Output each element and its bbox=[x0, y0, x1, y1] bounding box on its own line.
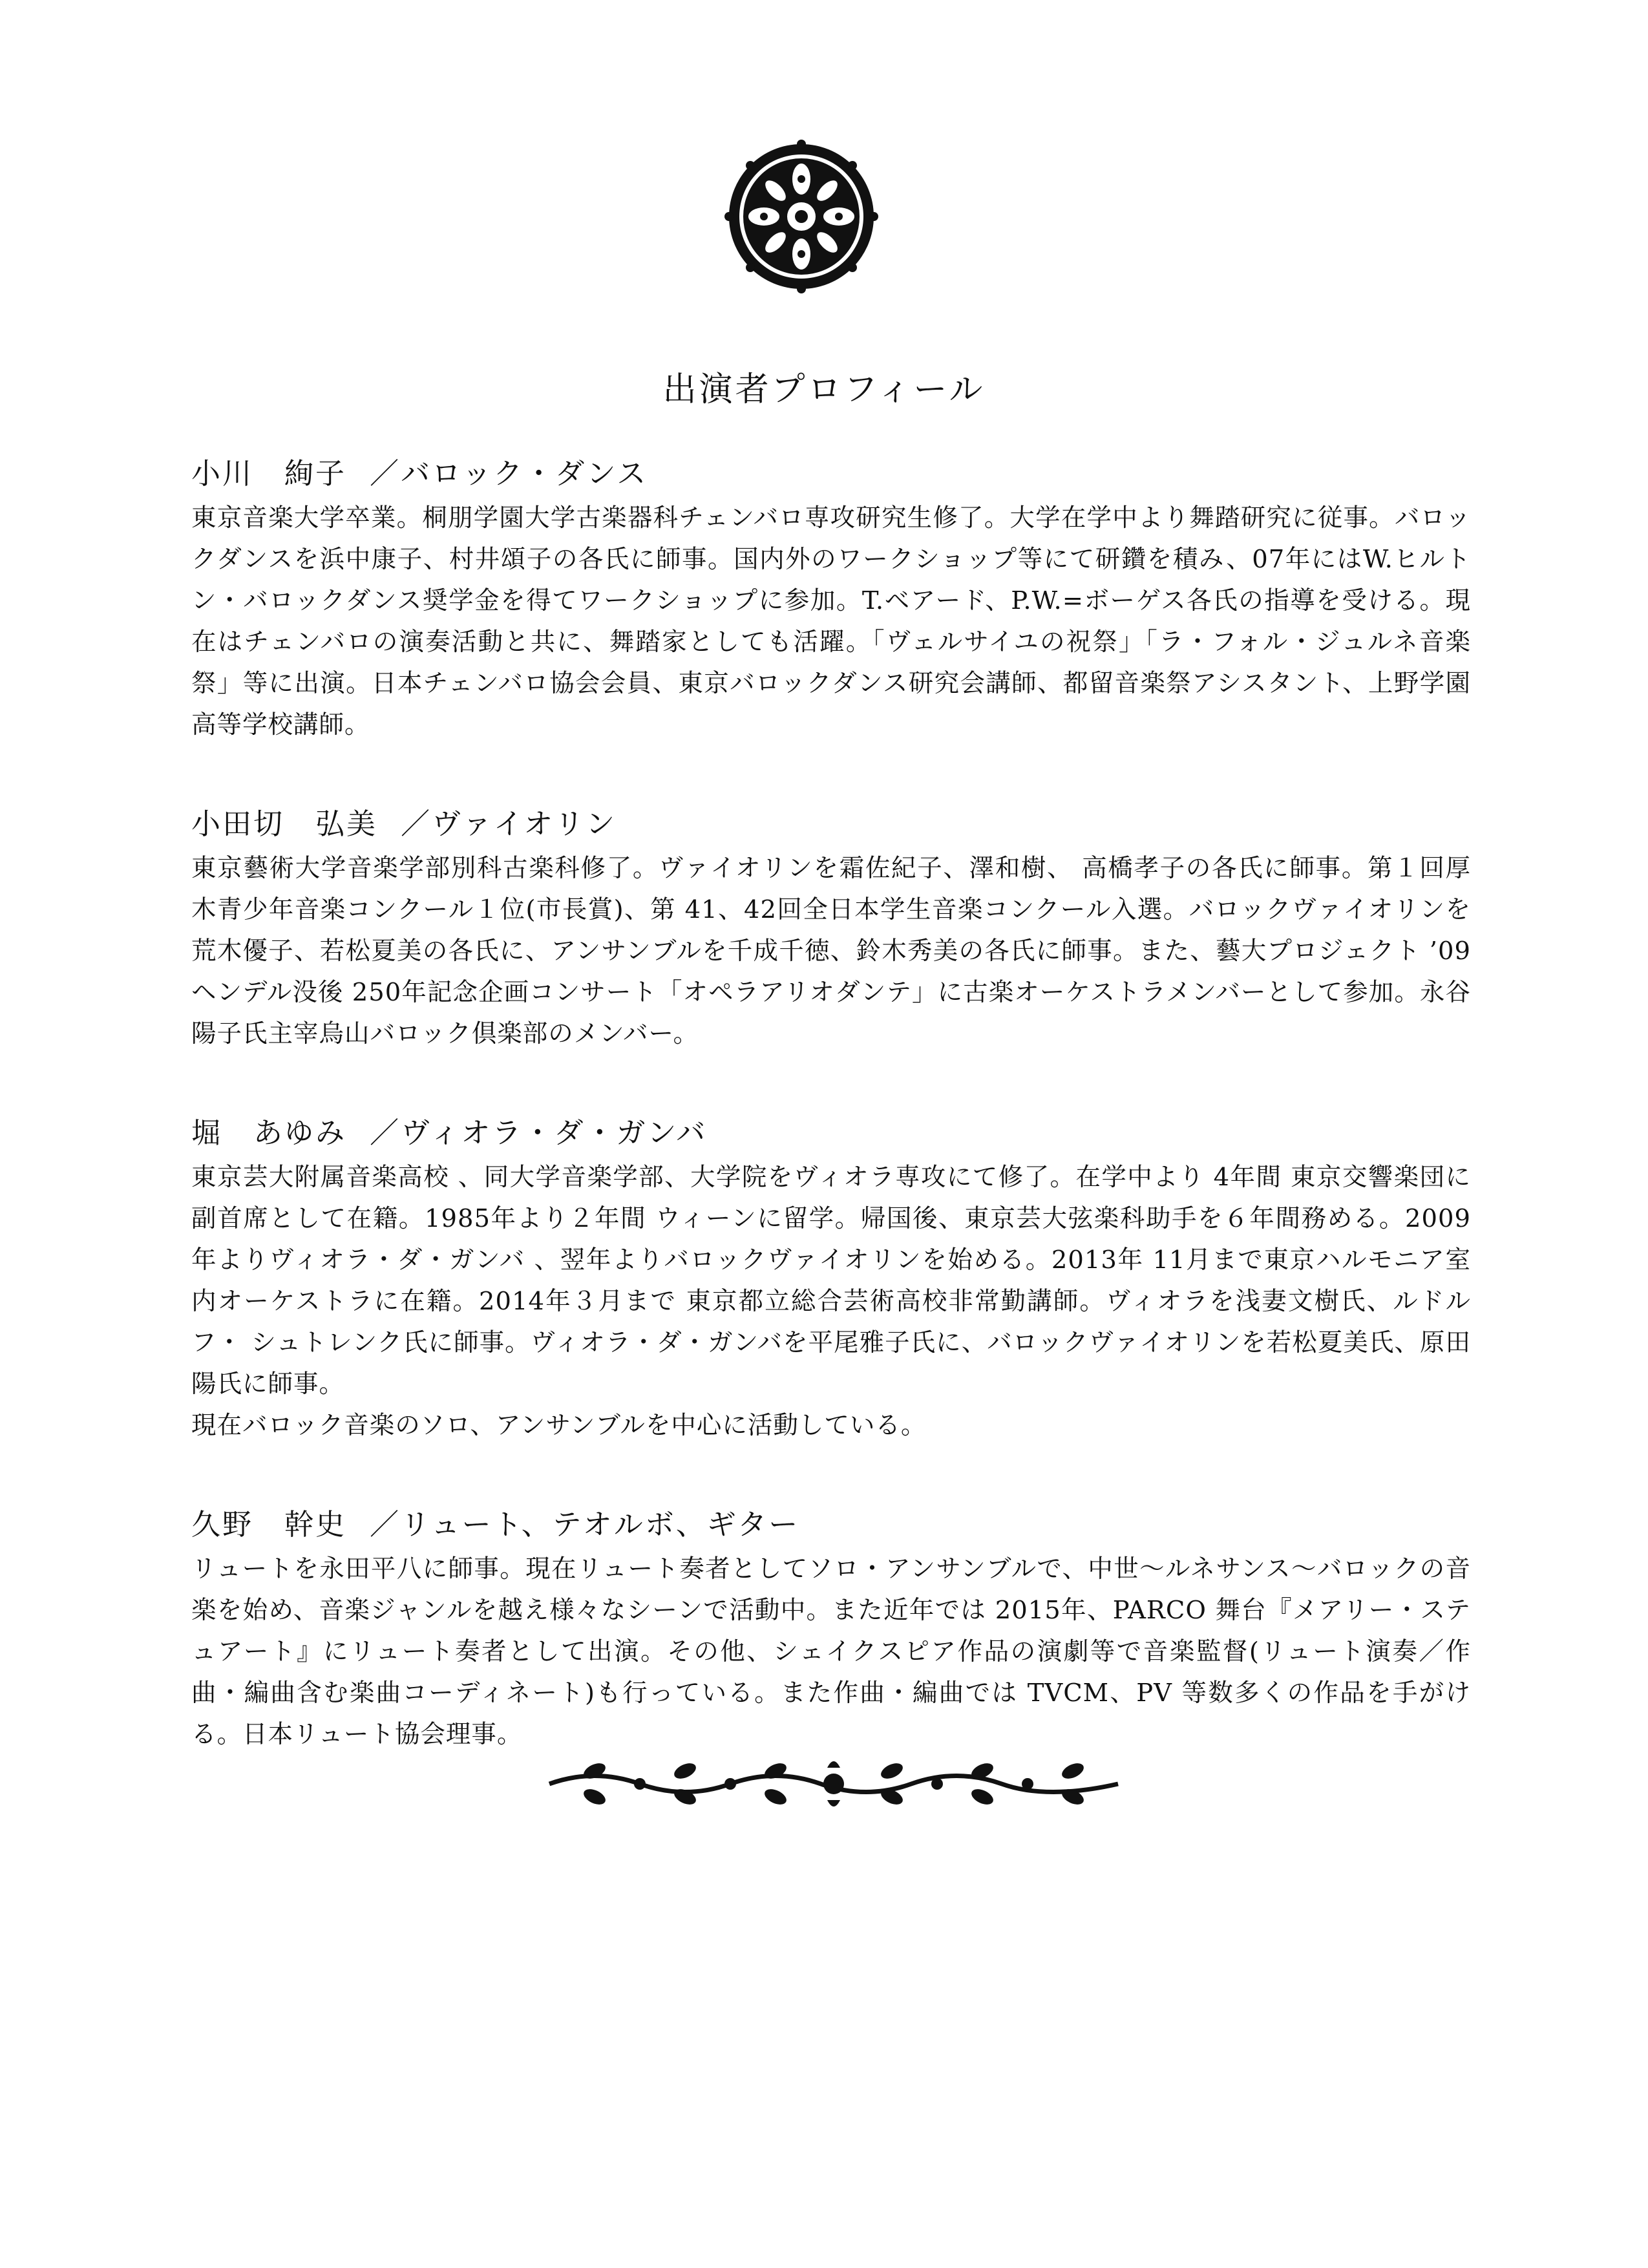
floral-border-ornament-icon bbox=[543, 1755, 1125, 1813]
profile-heading bbox=[191, 1503, 1471, 1546]
profile-heading bbox=[191, 803, 1471, 845]
profile-role: ／ヴィオラ・ダ・ガンバ bbox=[370, 1116, 708, 1150]
profile-heading bbox=[191, 452, 1471, 495]
medallion-ornament-icon bbox=[724, 139, 879, 294]
profile-odagiri bbox=[191, 803, 1471, 1055]
profile-heading bbox=[191, 1112, 1471, 1154]
profile-name: 小田切 弘美 bbox=[191, 807, 378, 841]
profile-bio: 東京音楽大学卒業。桐朋学園大学古楽器科チェンバロ専攻研究生修了。大学在学中より舞踏研究に従事。バロックダンスを浜中康子、村井頌子の各氏に師事。国内外のワークショップ等にて研鑽を積み、07年にはW.ヒルトン・バロックダンス奨学金を得てワークショップに参加。T.ベアード、P.W.=ボーゲス各氏の指導を受ける。現在はチェンバロの演奏活動と共に、舞踏家としても活躍。「ヴェルサイユの祝祭」「ラ・フォル・ジュルネ音楽祭」等に出演。日本チェンバロ協会会員、東京バロックダンス研究会講師、都留音楽祭アシスタント、上野学園高等学校講師。 bbox=[191, 503, 1471, 739]
profile-name: 堀 あゆみ bbox=[191, 1116, 347, 1150]
profile-list bbox=[191, 452, 1471, 1812]
profile-kuno bbox=[191, 1503, 1471, 1755]
page-title: 出演者プロフィール bbox=[662, 370, 986, 409]
profile-hori bbox=[191, 1112, 1471, 1447]
profile-role: ／リュート、テオルボ、ギター bbox=[370, 1507, 800, 1542]
profile-role: ／バロック・ダンス bbox=[370, 456, 648, 491]
profile-name: 小川 絢子 bbox=[191, 456, 347, 491]
profile-ogawa bbox=[191, 452, 1471, 746]
profile-bio: 東京藝術大学音楽学部別科古楽科修了。ヴァイオリンを霜佐紀子、澤和樹、 高橋孝子の各氏に師事。第１回厚木青少年音楽コンクール１位(市長賞)、第 41、42回全日本学生音楽コンクール入選。バロックヴァイオリンを荒木優子、若松夏美の各氏に、アンサンブルを千成千徳、鈴木秀美の各氏に師事。また、藝大プロジェクト ’09ヘンデル没後 250年記念企画コンサート「オペラアリオダンテ」に古楽オーケストラメンバーとして参加。永谷陽子氏主宰烏山バロック倶楽部のメンバー。 bbox=[191, 854, 1471, 1048]
profile-name: 久野 幹史 bbox=[191, 1507, 347, 1542]
profile-bio: リュートを永田平八に師事。現在リュート奏者としてソロ・アンサンブルで、中世～ルネサンス～バロックの音楽を始め、音楽ジャンルを越え様々なシーンで活動中。また近年では 2015年、PARCO 舞台『メアリー・ステュアート』にリュート奏者として出演。その他、シェイクスピア作品の演劇等で音楽監督(リュート演奏／作曲・編曲含む楽曲コーディネート)も行っている。また作曲・編曲では TVCM、PV 等数多くの作品を手がける。日本リュート協会理事。 bbox=[191, 1554, 1471, 1749]
profile-bio: 東京芸大附属音楽高校 、同大学音楽学部、大学院をヴィオラ専攻にて修了。在学中より 4年間 東京交響楽団に副首席として在籍。1985年より２年間 ウィーンに留学。帰国後、東京芸大弦楽科助手を６年間務める。2009年よりヴィオラ・ダ・ガンバ 、翌年よりバロックヴァイオリンを始める。2013年 11月まで東京ハルモニア室内オーケストラに在籍。2014年３月まで 東京都立総合芸術高校非常勤講師。ヴィオラを浅妻文樹氏、ルドルフ・ シュトレンク氏に師事。ヴィオラ・ダ・ガンバを平尾雅子氏に、バロックヴァイオリンを若松夏美氏、原田陽氏に師事。 現在バロック音楽のソロ、アンサンブルを中心に活動している。 bbox=[191, 1163, 1471, 1440]
profile-role: ／ヴァイオリン bbox=[401, 807, 617, 841]
